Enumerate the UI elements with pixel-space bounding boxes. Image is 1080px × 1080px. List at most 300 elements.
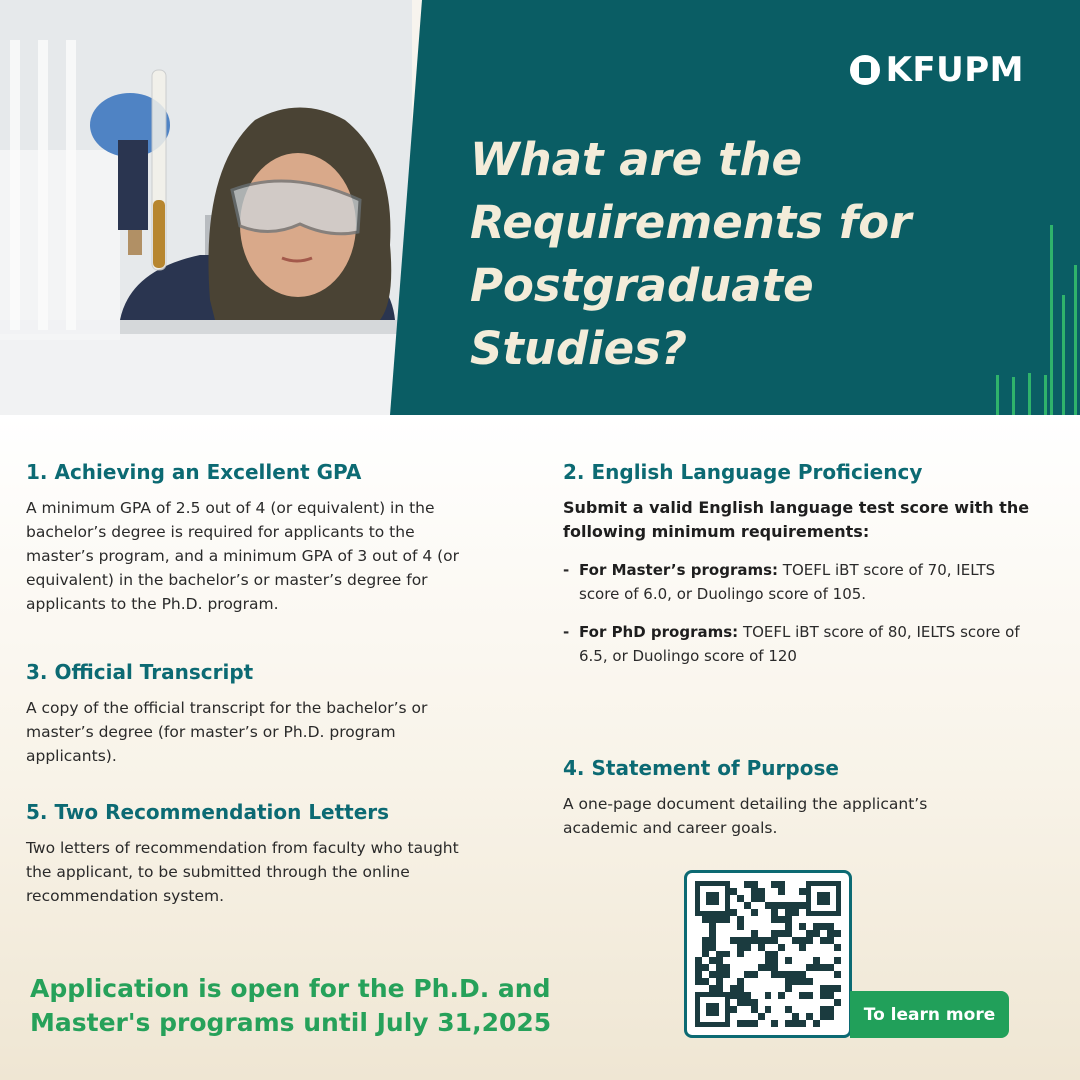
qr-module	[702, 944, 709, 951]
qr-module	[792, 1013, 799, 1020]
qr-module	[771, 957, 778, 964]
qr-module	[730, 895, 737, 902]
qr-module	[806, 951, 813, 958]
kfupm-logo	[850, 50, 1024, 90]
qr-module	[785, 923, 792, 930]
qr-module	[778, 916, 785, 923]
hero	[0, 0, 1080, 415]
section-heading: 5. Two Recommendation Letters	[26, 800, 390, 824]
qr-module	[744, 1020, 751, 1027]
title-line-1: What are the	[470, 133, 803, 186]
qr-module	[744, 964, 751, 971]
qr-module	[799, 930, 806, 937]
qr-module	[716, 971, 723, 978]
qr-module	[702, 978, 709, 985]
qr-module	[834, 923, 841, 930]
qr-module	[834, 1006, 841, 1013]
qr-module	[737, 999, 744, 1006]
qr-module	[737, 923, 744, 930]
qr-module	[695, 930, 702, 937]
qr-module	[702, 971, 709, 978]
qr-module	[730, 1006, 737, 1013]
qr-module	[758, 881, 765, 888]
qr-module	[820, 999, 827, 1006]
qr-module	[820, 964, 827, 971]
qr-module	[792, 999, 799, 1006]
qr-module	[765, 944, 772, 951]
qr-module	[799, 1006, 806, 1013]
qr-module	[730, 923, 737, 930]
qr-module	[792, 916, 799, 923]
qr-module	[820, 971, 827, 978]
qr-module	[778, 1013, 785, 1020]
requirement-gpa	[26, 460, 486, 616]
qr-module	[758, 895, 765, 902]
qr-module	[744, 957, 751, 964]
qr-module	[737, 909, 744, 916]
qr-module	[716, 923, 723, 930]
qr-module	[730, 937, 737, 944]
qr-module	[751, 881, 758, 888]
qr-finder-icon	[695, 881, 730, 916]
qr-module	[785, 902, 792, 909]
qr-module	[806, 1013, 813, 1020]
qr-module	[765, 916, 772, 923]
qr-module	[751, 971, 758, 978]
qr-module	[751, 923, 758, 930]
qr-module	[785, 881, 792, 888]
qr-module	[737, 985, 744, 992]
qr-module	[813, 916, 820, 923]
qr-module	[723, 937, 730, 944]
qr-module	[834, 916, 841, 923]
qr-module	[730, 888, 737, 895]
qr-module	[702, 964, 709, 971]
qr-module	[827, 1020, 834, 1027]
qr-module	[771, 985, 778, 992]
qr-module	[827, 999, 834, 1006]
qr-module	[765, 1020, 772, 1027]
qr-module	[716, 916, 723, 923]
qr-module	[695, 957, 702, 964]
qr-module	[758, 978, 765, 985]
qr-module	[758, 1020, 765, 1027]
qr-module	[799, 957, 806, 964]
section-heading: 3. Official Transcript	[26, 660, 254, 684]
qr-module	[813, 1006, 820, 1013]
qr-module	[730, 971, 737, 978]
qr-module	[751, 978, 758, 985]
qr-module	[827, 937, 834, 944]
requirement-transcript	[26, 660, 486, 768]
qr-module	[771, 902, 778, 909]
section-heading: 2. English Language Proficiency	[563, 460, 923, 484]
qr-module	[771, 895, 778, 902]
qr-module	[702, 951, 709, 958]
qr-module	[806, 923, 813, 930]
qr-module	[799, 923, 806, 930]
qr-module	[827, 985, 834, 992]
qr-module	[758, 971, 765, 978]
qr-module	[785, 951, 792, 958]
section-body: A copy of the official transcript for the bachelor’s or master’s degree (for master’s or Ph.D. program applicants).	[26, 699, 428, 765]
qr-module	[799, 916, 806, 923]
qr-module	[702, 923, 709, 930]
qr-module	[744, 909, 751, 916]
qr-module	[771, 992, 778, 999]
qr-module	[765, 964, 772, 971]
qr-module	[737, 971, 744, 978]
qr-module	[771, 930, 778, 937]
qr-module	[778, 978, 785, 985]
qr-module	[765, 930, 772, 937]
list-item	[563, 620, 1033, 668]
qr-module	[765, 888, 772, 895]
qr-code[interactable]	[684, 870, 852, 1038]
qr-module	[778, 937, 785, 944]
qr-module	[827, 992, 834, 999]
qr-module	[806, 985, 813, 992]
qr-module	[751, 964, 758, 971]
qr-module	[785, 978, 792, 985]
qr-module	[765, 909, 772, 916]
qr-module	[813, 992, 820, 999]
qr-module	[834, 992, 841, 999]
qr-module	[813, 1013, 820, 1020]
qr-module	[785, 964, 792, 971]
qr-module	[799, 1020, 806, 1027]
qr-module	[806, 930, 813, 937]
qr-module	[785, 916, 792, 923]
qr-module	[813, 944, 820, 951]
qr-module	[785, 1020, 792, 1027]
qr-module	[765, 895, 772, 902]
qr-module	[695, 971, 702, 978]
list-item	[563, 558, 1033, 606]
section-heading: 1. Achieving an Excellent GPA	[26, 460, 362, 484]
qr-module	[751, 1006, 758, 1013]
qr-module	[820, 1013, 827, 1020]
qr-module	[765, 1006, 772, 1013]
qr-module	[778, 944, 785, 951]
qr-module	[702, 937, 709, 944]
section-heading: 4. Statement of Purpose	[563, 756, 839, 780]
qr-module	[730, 978, 737, 985]
qr-module	[792, 881, 799, 888]
qr-module	[758, 909, 765, 916]
qr-module	[744, 1013, 751, 1020]
qr-module	[744, 902, 751, 909]
list-item-text: TOEFL iBT score of 80, IELTS score of 6.5, or Duolingo score of 120	[579, 623, 1020, 665]
qr-module	[813, 978, 820, 985]
qr-module	[716, 937, 723, 944]
qr-module	[737, 1006, 744, 1013]
qr-module	[765, 978, 772, 985]
qr-module	[820, 1006, 827, 1013]
qr-module	[827, 957, 834, 964]
qr-module	[820, 985, 827, 992]
qr-module	[758, 923, 765, 930]
qr-module	[771, 881, 778, 888]
list-item-label: For PhD programs:	[579, 623, 739, 641]
qr-module	[799, 964, 806, 971]
qr-module	[737, 881, 744, 888]
qr-module	[751, 895, 758, 902]
qr-module	[820, 992, 827, 999]
section-intro: Submit a valid English language test score with the following minimum requirements:	[563, 498, 1030, 541]
qr-module	[813, 964, 820, 971]
qr-module	[785, 937, 792, 944]
qr-module	[730, 902, 737, 909]
qr-module	[834, 930, 841, 937]
qr-module	[778, 999, 785, 1006]
qr-module	[758, 951, 765, 958]
qr-module	[771, 888, 778, 895]
qr-module	[737, 930, 744, 937]
qr-module	[723, 923, 730, 930]
qr-module	[771, 916, 778, 923]
qr-module	[771, 937, 778, 944]
qr-module	[730, 1020, 737, 1027]
qr-module	[771, 1013, 778, 1020]
qr-module	[765, 985, 772, 992]
qr-module	[778, 964, 785, 971]
qr-module	[806, 992, 813, 999]
qr-module	[744, 916, 751, 923]
qr-module	[730, 951, 737, 958]
qr-module	[737, 964, 744, 971]
qr-module	[813, 930, 820, 937]
qr-module	[771, 999, 778, 1006]
qr-module	[834, 937, 841, 944]
qr-module	[730, 944, 737, 951]
qr-module	[723, 930, 730, 937]
qr-module	[751, 902, 758, 909]
qr-module	[709, 951, 716, 958]
qr-module	[695, 937, 702, 944]
qr-module	[716, 951, 723, 958]
qr-module	[723, 944, 730, 951]
qr-module	[834, 957, 841, 964]
qr-module	[785, 985, 792, 992]
qr-module	[758, 937, 765, 944]
qr-module	[737, 992, 744, 999]
qr-module	[792, 1006, 799, 1013]
qr-module	[771, 1006, 778, 1013]
qr-module	[709, 937, 716, 944]
qr-module	[737, 951, 744, 958]
qr-module	[806, 1006, 813, 1013]
qr-module	[778, 985, 785, 992]
qr-module	[709, 944, 716, 951]
qr-module	[834, 1013, 841, 1020]
qr-module	[792, 944, 799, 951]
qr-module	[695, 916, 702, 923]
qr-module	[778, 909, 785, 916]
learn-more-button[interactable]: To learn more	[850, 991, 1009, 1038]
qr-module	[820, 1020, 827, 1027]
qr-module	[765, 957, 772, 964]
qr-module	[744, 978, 751, 985]
qr-module	[751, 930, 758, 937]
qr-module	[785, 1006, 792, 1013]
qr-module	[771, 951, 778, 958]
qr-module	[785, 930, 792, 937]
qr-module	[778, 902, 785, 909]
qr-module	[834, 978, 841, 985]
qr-module	[820, 916, 827, 923]
qr-module	[792, 923, 799, 930]
requirement-statement	[563, 756, 1003, 840]
qr-module	[709, 964, 716, 971]
qr-module	[737, 888, 744, 895]
qr-module	[695, 964, 702, 971]
qr-module	[723, 957, 730, 964]
qr-module	[751, 951, 758, 958]
qr-module	[806, 978, 813, 985]
qr-module	[751, 985, 758, 992]
qr-module	[709, 930, 716, 937]
qr-module	[827, 971, 834, 978]
qr-module	[834, 985, 841, 992]
qr-module	[765, 971, 772, 978]
qr-module	[806, 999, 813, 1006]
qr-module	[820, 944, 827, 951]
qr-module	[730, 999, 737, 1006]
qr-module	[758, 964, 765, 971]
section-body: Two letters of recommendation from faculty who taught the applicant, to be submitted through the online recommendation system.	[26, 839, 459, 905]
requirement-english	[563, 460, 1033, 682]
qr-module	[778, 957, 785, 964]
qr-module	[792, 985, 799, 992]
qr-module	[820, 937, 827, 944]
qr-module	[751, 992, 758, 999]
qr-module	[751, 937, 758, 944]
qr-module	[737, 1013, 744, 1020]
qr-module	[785, 944, 792, 951]
qr-module	[758, 944, 765, 951]
qr-module	[771, 1020, 778, 1027]
list-item-text: TOEFL iBT score of 70, IELTS score of 6.0, or Duolingo score of 105.	[579, 561, 996, 603]
qr-module	[792, 888, 799, 895]
qr-module	[792, 930, 799, 937]
title-line-4: Studies?	[470, 322, 688, 375]
qr-module	[765, 881, 772, 888]
qr-module	[771, 944, 778, 951]
qr-module	[702, 957, 709, 964]
qr-module	[765, 951, 772, 958]
qr-module	[751, 909, 758, 916]
qr-module	[744, 937, 751, 944]
qr-module	[737, 916, 744, 923]
qr-module	[785, 971, 792, 978]
qr-module	[827, 916, 834, 923]
qr-module	[813, 923, 820, 930]
qr-module	[758, 1006, 765, 1013]
qr-module	[730, 964, 737, 971]
qr-module	[799, 985, 806, 992]
qr-module	[799, 1013, 806, 1020]
qr-module	[758, 888, 765, 895]
qr-module	[695, 923, 702, 930]
qr-module	[792, 909, 799, 916]
qr-module	[737, 978, 744, 985]
qr-module	[820, 978, 827, 985]
qr-module	[695, 944, 702, 951]
qr-module	[751, 1013, 758, 1020]
title-line-2: Requirements for	[470, 196, 912, 249]
qr-module	[765, 1013, 772, 1020]
qr-module	[758, 992, 765, 999]
qr-module	[806, 916, 813, 923]
qr-module	[744, 971, 751, 978]
qr-module	[702, 916, 709, 923]
qr-module	[709, 923, 716, 930]
qr-module	[744, 944, 751, 951]
qr-module	[737, 944, 744, 951]
qr-module	[730, 916, 737, 923]
qr-module	[695, 951, 702, 958]
qr-module	[799, 937, 806, 944]
qr-module	[778, 951, 785, 958]
qr-module	[778, 930, 785, 937]
qr-module	[737, 902, 744, 909]
qr-module	[827, 964, 834, 971]
qr-module	[737, 895, 744, 902]
qr-module	[792, 895, 799, 902]
qr-module	[834, 1020, 841, 1027]
qr-module	[827, 951, 834, 958]
qr-module	[751, 957, 758, 964]
qr-module	[806, 944, 813, 951]
requirement-list	[563, 558, 1033, 668]
qr-module	[834, 999, 841, 1006]
qr-module	[785, 888, 792, 895]
qr-module	[709, 971, 716, 978]
qr-module	[723, 971, 730, 978]
section-body: A minimum GPA of 2.5 out of 4 (or equivalent) in the bachelor’s degree is required for applicants to the master’s program, and a minimum GPA of 3 out of 4 (or equivalent) in the bachelor’s or master’s degree for applicants to the Ph.D. program.	[26, 499, 460, 613]
qr-module	[792, 1020, 799, 1027]
qr-module	[758, 999, 765, 1006]
qr-module	[799, 999, 806, 1006]
qr-module	[716, 930, 723, 937]
qr-module	[827, 944, 834, 951]
qr-module	[792, 902, 799, 909]
logo-text: KFUPM	[885, 50, 1024, 90]
qr-module	[765, 992, 772, 999]
qr-module	[778, 1006, 785, 1013]
section-body: A one-page document detailing the applicant’s academic and career goals.	[563, 795, 928, 837]
qr-module	[827, 1006, 834, 1013]
qr-module	[785, 999, 792, 1006]
qr-module	[716, 944, 723, 951]
qr-module	[827, 978, 834, 985]
qr-module	[778, 923, 785, 930]
deadline-line-2: Master's programs until July 31,2025	[30, 1008, 552, 1037]
qr-module	[792, 951, 799, 958]
qr-module	[744, 923, 751, 930]
list-item-label: For Master’s programs:	[579, 561, 779, 579]
qr-module	[730, 930, 737, 937]
qr-module	[744, 992, 751, 999]
qr-module	[827, 930, 834, 937]
qr-module	[813, 971, 820, 978]
qr-module	[771, 909, 778, 916]
qr-module	[765, 999, 772, 1006]
qr-module	[723, 951, 730, 958]
qr-module	[744, 999, 751, 1006]
qr-module	[806, 971, 813, 978]
